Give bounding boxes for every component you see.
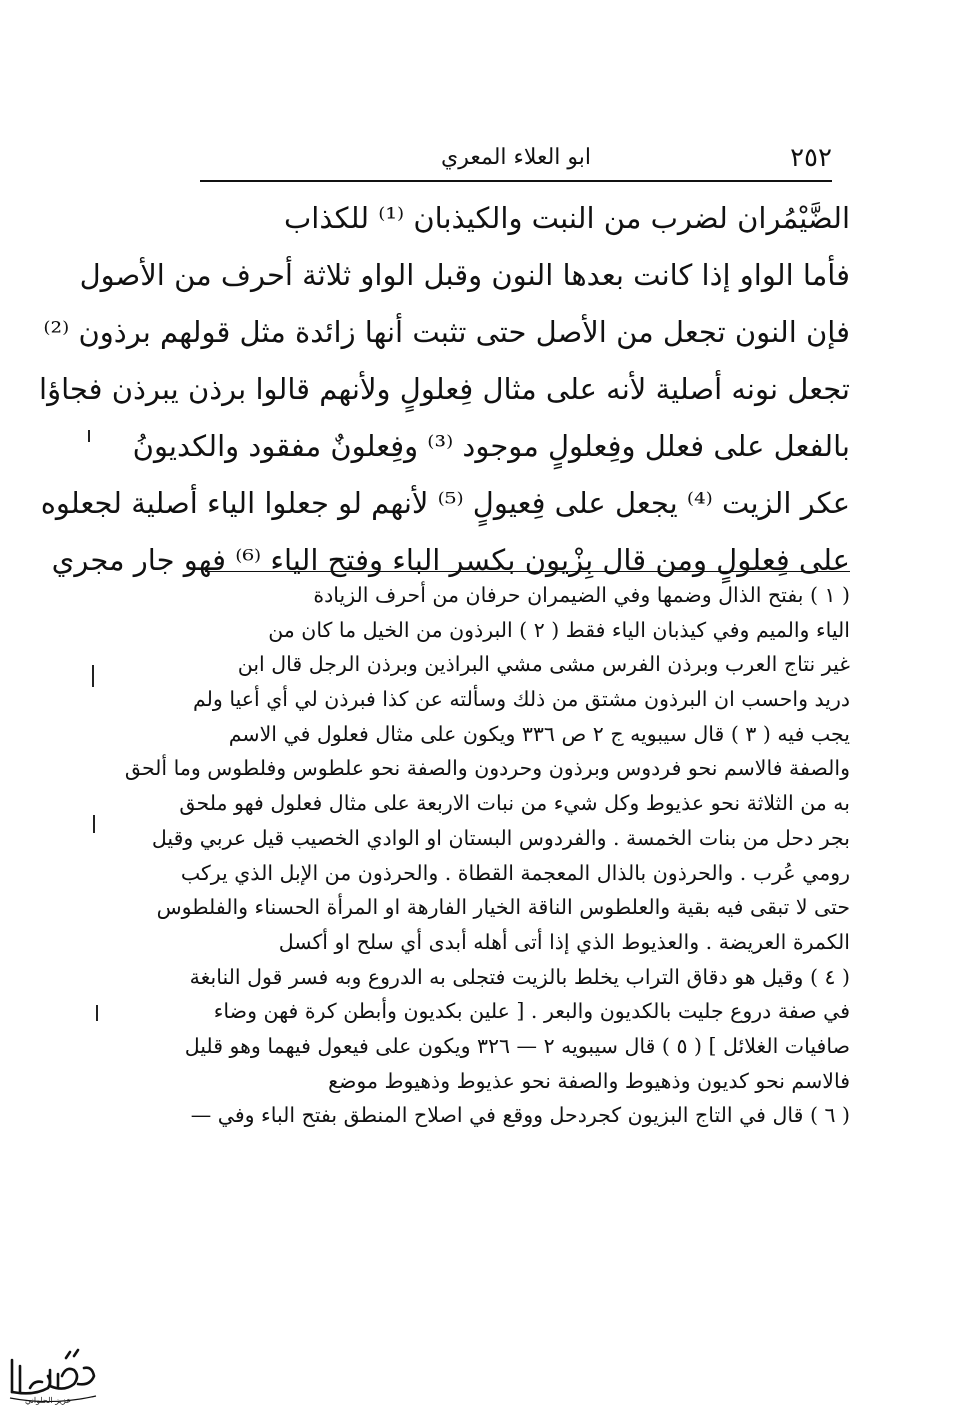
- footnote-line: دريد واحسب ان البرذون مشتق من ذلك وسألته عن كذا فبرذن لي أي أعيا ولم: [193, 687, 850, 712]
- body-line: عكر الزيت ⁽⁴⁾ يجعل على فِعيولٍ ⁽⁵⁾ لأنهم لو جعلوا الياء أصلية لجعلوه: [40, 486, 850, 520]
- footnote-line: ( ١ ) بفتح الذال وضمها وفي الضيمران حرفان من أحرف الزيادة: [313, 583, 850, 607]
- running-title: ابو العلاء المعري: [441, 145, 591, 170]
- body-line: على فِعلولٍ ومن قال بِزْيون بكسر الباء وفتح الياء ⁽⁶⁾ فهو جار مجري: [51, 543, 850, 577]
- margin-mark: [92, 665, 94, 687]
- footnote-line: رومي عُرب . والحرذون بالذال المعجمة القطاة . والحرذون من الإبل الذي يركب: [180, 860, 850, 885]
- footnote-line: يجب فيه ( ٣ ) قال سيبويه ج ٢ ص ٣٣٦ ويكون على مثال فعلول في الاسم: [228, 721, 850, 746]
- footnote-line: الكمرة العريضة . والعذيوط الذي إذا أتى أهله أبدى أي سلح او أكسل: [278, 929, 850, 954]
- footnote-line: بجر دحل من بنات الخمسة . والفردوس البستان او الوادي الخصيب قيل عربي وقيل: [151, 825, 850, 850]
- footnote-line: حتى لا تبقى فيه بقية والعلطوس الناقة الخيار الفارهة او المرأة الحسناء والفلطوس: [156, 895, 850, 920]
- footnote-line: غير نتاج العرب وبرذن الفرس مشى مشي البراذين وبرذن الرجل قال ابن: [237, 652, 850, 677]
- margin-mark: [88, 430, 90, 442]
- margin-mark: [93, 815, 95, 833]
- footnote-line: ( ٦ ) قال في التاج البزيون كجردحل ووقع في اصلاح المنطق بفتح الباء وفي —: [190, 1103, 850, 1128]
- stamp-caption: عزيز الحلواني: [24, 1396, 72, 1405]
- footnote-line: ( ٤ ) وقيل هو دقاق التراب يخلط بالزيت فتجلى به الدروع وبه فسر قول النابغة: [189, 964, 850, 989]
- footnote-line: والصفة فالاسم نحو فردوس وبرذون وحردون والصفة نحو علطوس وفلطوس وما ألحق: [124, 756, 850, 781]
- footnote-line: في صفة دروع جليت بالكديون والبعر . [ علين بكديون وأبطن كرة فهن وضاء: [213, 999, 850, 1024]
- footnote-separator: [205, 571, 850, 572]
- footnote-line: الياء والميم وفي كيذبان الياء فقط ( ٢ ) البرذون من الخيل ما كان من: [268, 617, 850, 642]
- page-number: ٢٥٢: [790, 143, 832, 173]
- footnotes: [124, 578, 850, 1133]
- footnote-line: به من الثلاثة نحو عذيوط وكل شيء من نبات الاربعة على مثال فعلول فهو ملحق: [179, 791, 850, 816]
- body-line: تجعل نونه أصلية لأنه على مثال فِعلولٍ ولأنهم قالوا برذن يبرذن فجاؤا: [39, 372, 850, 406]
- main-text: [39, 190, 850, 589]
- margin-mark: [96, 1005, 98, 1021]
- footnote-line: صافيات الغلائل ] ( ٥ ) قال سيبويه ٢ — ٣٢٦ ويكون على فيعول فيهما وهو قليل: [184, 1033, 850, 1058]
- body-line: فإن النون تجعل من الأصل حتى تثبت أنها زائدة مثل قولهم برذون ⁽²⁾: [43, 315, 850, 349]
- footnote-line: فالاسم نحو كديون وذهيوط والصفة نحو عذيوط وذهيوط موضع: [328, 1068, 850, 1093]
- header-rule: [200, 180, 832, 182]
- page-header: [200, 140, 832, 182]
- body-line: الضَّيْمُران لضرب من النبت والكيذبان ⁽¹⁾ للكذاب: [284, 201, 850, 235]
- body-line: فأما الواو إذا كانت بعدها النون وقبل الواو ثلاثة أحرف من الأصول: [79, 258, 850, 292]
- body-line: بالفعل على فعلل وفِعلولٍ موجود ⁽³⁾ وفِعلونٌ مفقود والكديونُ: [132, 429, 850, 463]
